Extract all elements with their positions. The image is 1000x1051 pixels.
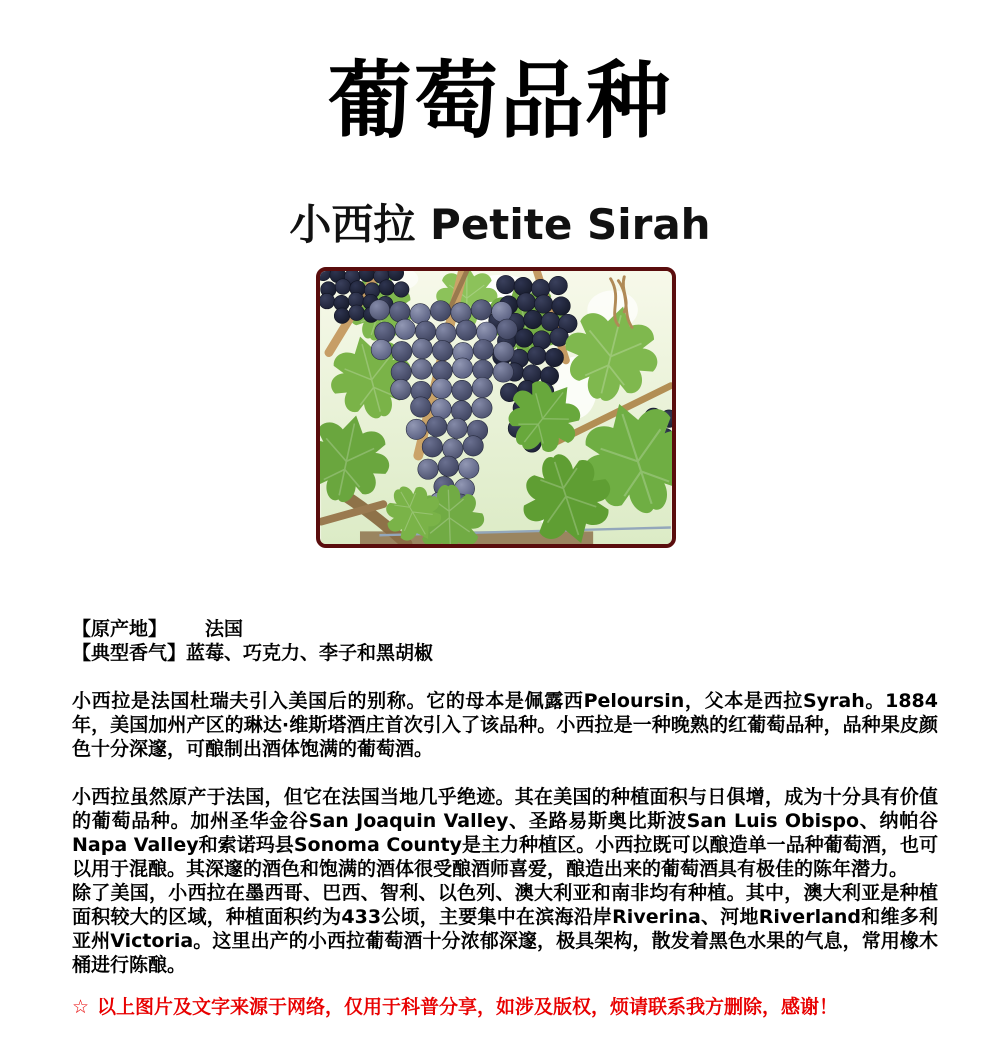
disclaimer [72, 995, 972, 1019]
disclaimer-text: 以上图片及文字来源于网络，仅用于科普分享，如涉及版权，烦请联系我方删除，感谢！ [97, 996, 839, 1018]
paragraph-regions-world: 除了美国，小西拉在墨西哥、巴西、智利、以色列、澳大利亚和南非均有种植。其中，澳大利亚是种植面积较大的区域，种植面积约为433公顷，主要集中在滨海沿岸Riverina、河地Riverland和维多利亚州Victoria。这里出产的小西拉葡萄酒十分浓郁深邃，极具架构，散发着黑色水果的气息，常用橡木桶进行陈酿。 [72, 882, 938, 976]
aroma-value: 蓝莓、巧克力、李子和黑胡椒 [186, 642, 434, 664]
star-icon: ☆ [72, 996, 90, 1018]
article-body [72, 617, 938, 977]
page-subtitle: 小西拉 Petite Sirah [289, 200, 711, 249]
grape-photo [316, 267, 676, 548]
origin-row [72, 617, 938, 641]
page-title: 葡萄品种 [327, 52, 672, 150]
paragraph-history: 小西拉是法国杜瑞夫引入美国后的别称。它的母本是佩露西Peloursin，父本是西拉Syrah。1884年，美国加州产区的琳达·维斯塔酒庄首次引入了该品种。小西拉是一种晚熟的红葡萄品种，品种果皮颜色十分深邃，可酿制出酒体饱满的葡萄酒。 [72, 690, 938, 760]
paragraph-regions-us: 小西拉虽然原产于法国，但它在法国当地几乎绝迹。其在美国的种植面积与日俱增，成为十分具有价值的葡萄品种。加州圣华金谷San Joaquin Valley、圣路易斯奥比斯波San Luis Obispo、纳帕谷Napa Valley和索诺玛县Sonoma County是主力种植区。小西拉既可以酿造单一品种葡萄酒，也可以用于混酿。其深邃的酒色和饱满的酒体很受酿酒师喜爱，酿造出来的葡萄酒具有极佳的陈年潜力。 [72, 786, 938, 880]
origin-label: 【原产地】 [72, 618, 168, 640]
aroma-label: 【典型香气】 [72, 642, 187, 664]
origin-value: 法国 [205, 618, 244, 640]
aroma-row [72, 641, 938, 665]
grape-photo-illustration [320, 271, 672, 544]
